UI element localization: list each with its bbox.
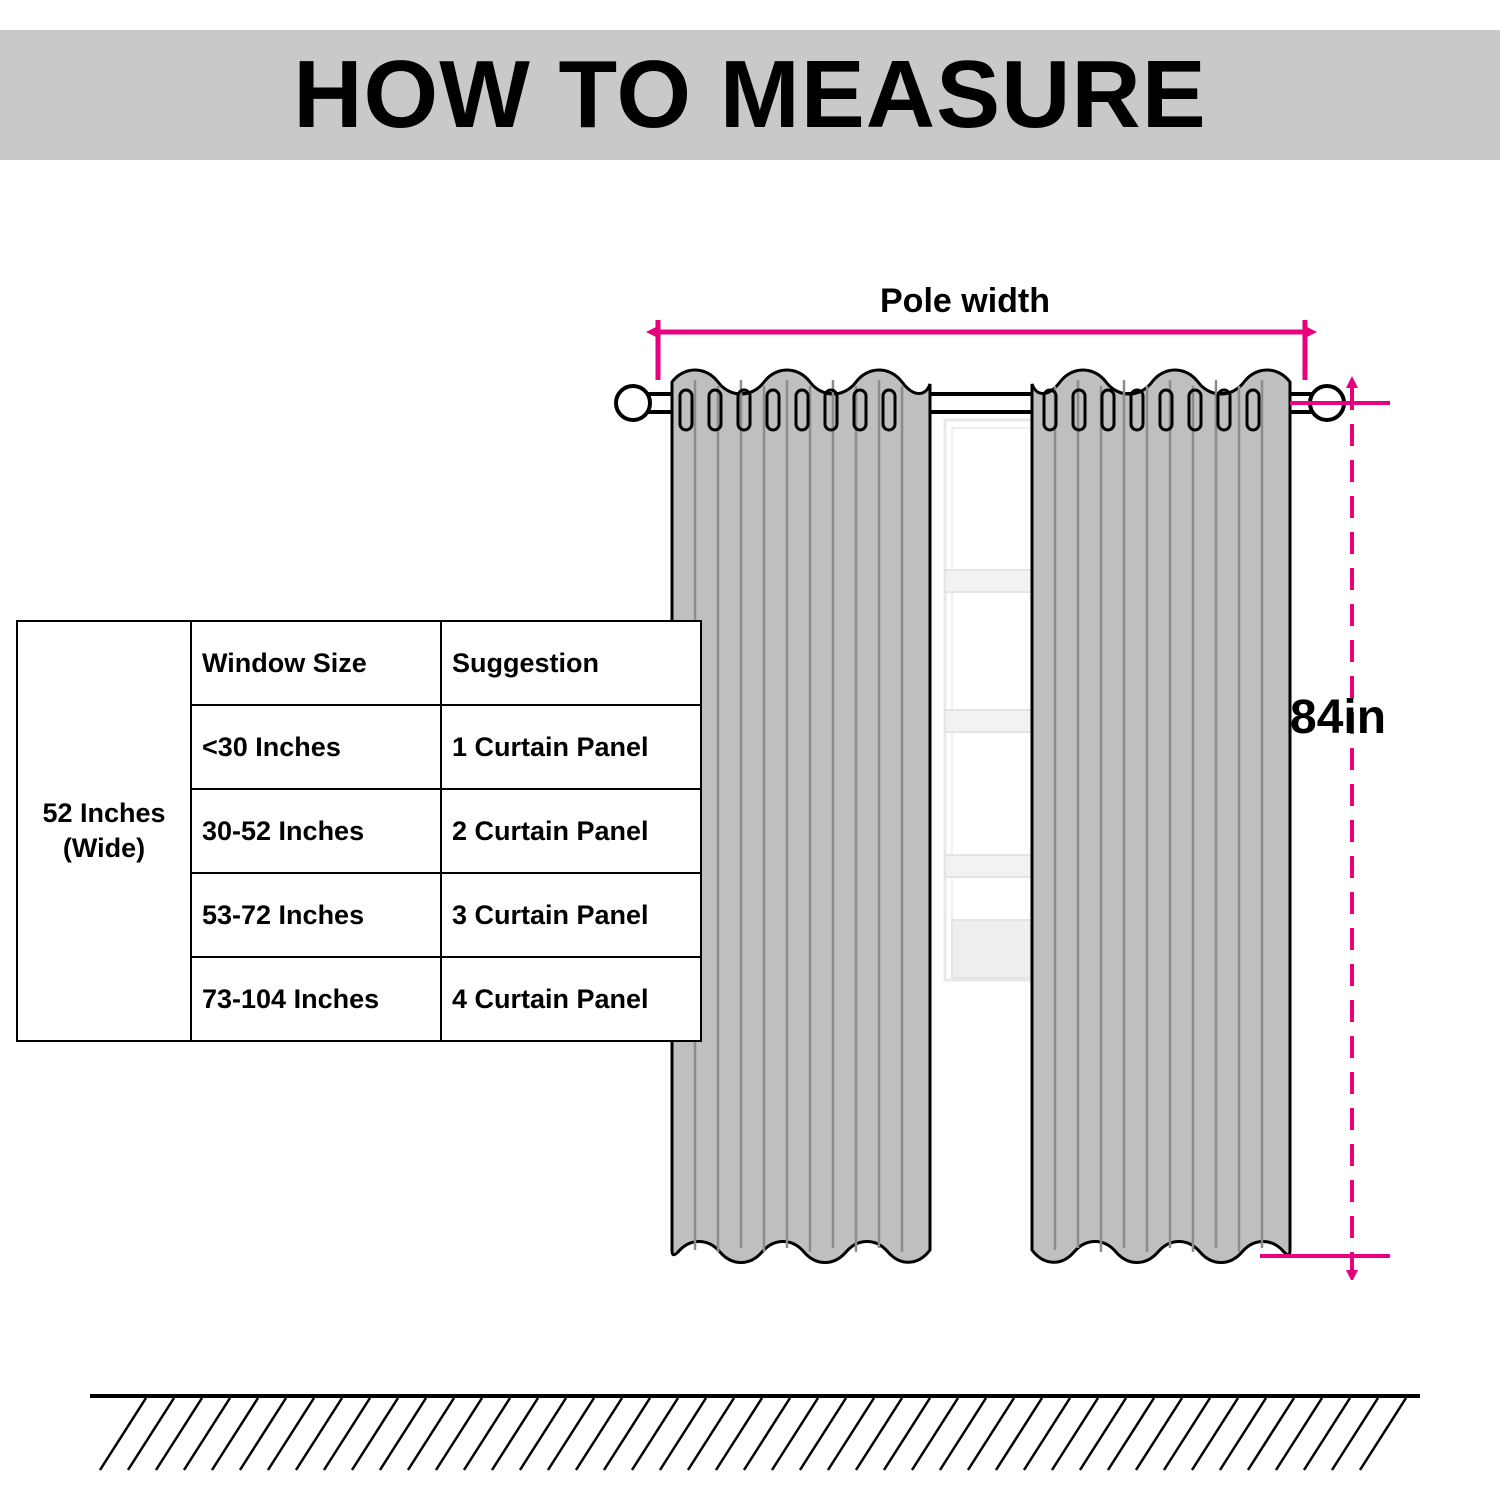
wide-label-cell xyxy=(17,621,191,1041)
wide-label-line2: (Wide) xyxy=(62,833,146,863)
pole-width-label: Pole width xyxy=(880,282,1050,320)
cell-window-size: 30-52 Inches xyxy=(191,789,441,873)
curtain-diagram-svg xyxy=(600,270,1480,1280)
table xyxy=(16,620,702,1042)
cell-suggestion: 4 Curtain Panel xyxy=(441,957,701,1041)
cell-window-size: 53-72 Inches xyxy=(191,873,441,957)
floor-hatch-svg xyxy=(90,1390,1420,1480)
header-window-size: Window Size xyxy=(191,621,441,705)
cell-suggestion: 2 Curtain Panel xyxy=(441,789,701,873)
floor-hatching xyxy=(90,1390,1420,1480)
cell-window-size: <30 Inches xyxy=(191,705,441,789)
page-title: HOW TO MEASURE xyxy=(293,41,1207,148)
header-banner xyxy=(0,30,1500,160)
height-label: 84in xyxy=(1290,691,1387,744)
header-suggestion: Suggestion xyxy=(441,621,701,705)
cell-window-size: 73-104 Inches xyxy=(191,957,441,1041)
curtain-panel-left xyxy=(672,370,930,1263)
size-suggestion-table xyxy=(16,620,649,1042)
wide-label-line1: 52 Inches xyxy=(42,797,166,828)
pole-width-dimension xyxy=(658,320,1305,380)
cell-suggestion: 3 Curtain Panel xyxy=(441,873,701,957)
table-header-row xyxy=(17,621,701,705)
curtain-panel-right xyxy=(1032,370,1290,1263)
curtain-illustration xyxy=(600,270,1480,1280)
cell-suggestion: 1 Curtain Panel xyxy=(441,705,701,789)
